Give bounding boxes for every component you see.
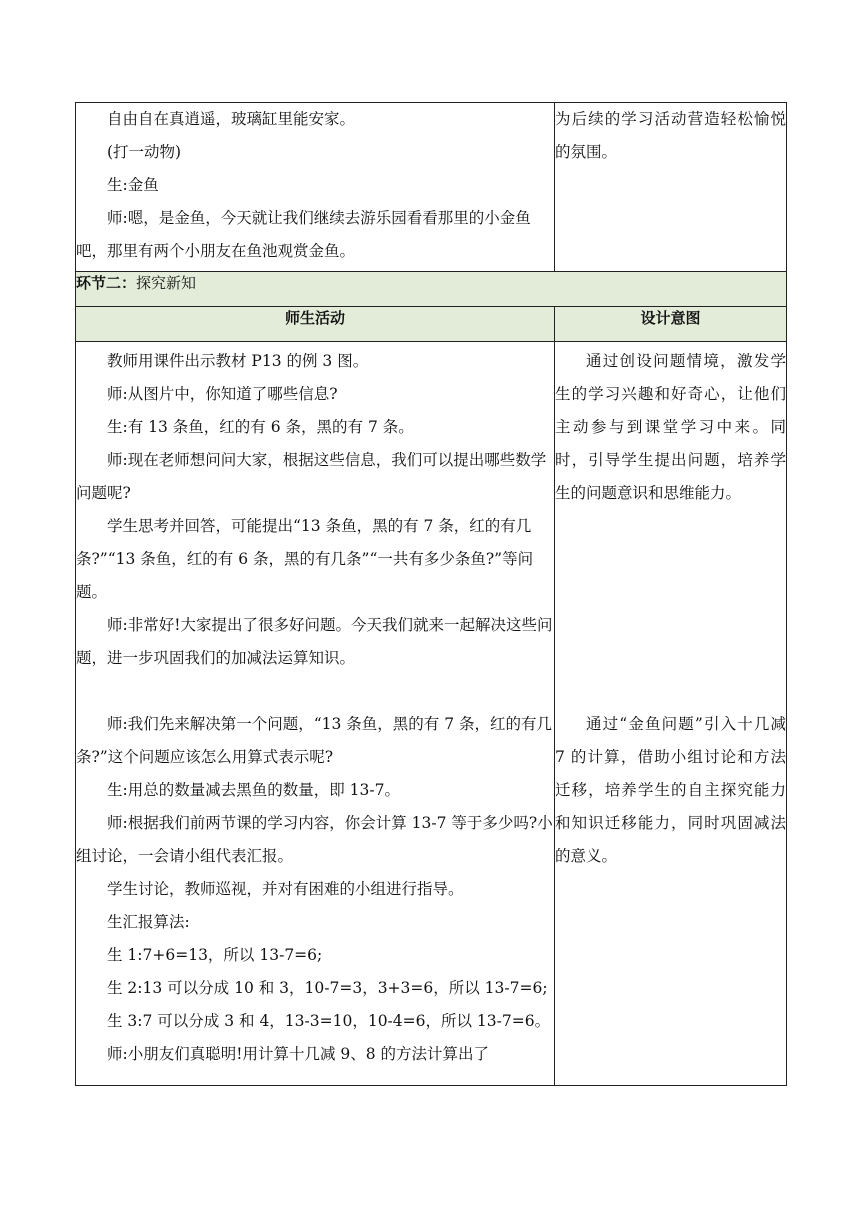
paragraph: 生 3:7 可以分成 3 和 4，13-3=10，10-4=6，所以 13-7=6。 xyxy=(107,1012,551,1030)
paragraph: 学生思考并回答，可能提出“13 条鱼，黑的有 7 条，红的有几条?”“13 条鱼，红的有 6 条，黑的有几条”“一共有多少条鱼?”等问题。 xyxy=(76,517,534,601)
paragraph: 师:从图片中，你知道了哪些信息? xyxy=(107,385,338,403)
column-header-row xyxy=(76,307,787,342)
paragraph: 生 1:7+6=13，所以 13-7=6; xyxy=(107,946,323,964)
table-row xyxy=(76,103,787,272)
column-header: 师生活动 xyxy=(76,307,555,342)
section-title: 探究新知 xyxy=(136,274,197,292)
paragraph: 生:有 13 条鱼，红的有 6 条，黑的有 7 条。 xyxy=(107,418,414,436)
lesson-plan-table xyxy=(75,102,787,1086)
section-tag: 环节二： xyxy=(76,274,137,292)
paragraph: 师:嗯，是金鱼，今天就让我们继续去游乐园看看那里的小金鱼吧，那里有两个小朋友在鱼池观赏金鱼。 xyxy=(76,209,531,260)
paragraph: 师:小朋友们真聪明!用计算十几减 9、8 的方法计算出了 xyxy=(107,1045,490,1063)
table-row xyxy=(76,342,787,1086)
paragraph: 自由自在真逍遥，玻璃缸里能安家。 xyxy=(107,110,356,128)
section-heading xyxy=(76,272,787,307)
paragraph: 生汇报算法: xyxy=(107,913,190,931)
design-intent-cell xyxy=(555,103,787,272)
paragraph: 学生讨论，教师巡视，并对有困难的小组进行指导。 xyxy=(107,880,464,898)
paragraph: 生 2:13 可以分成 10 和 3，10-7=3，3+3=6，所以 13-7=6; xyxy=(107,979,548,997)
column-header: 设计意图 xyxy=(555,307,787,342)
paragraph: 师:现在老师想问问大家，根据这些信息，我们可以提出哪些数学问题呢? xyxy=(76,451,547,502)
paragraph: 为后续的学习活动营造轻松愉悦的氛围。 xyxy=(555,110,786,161)
section-row xyxy=(76,272,787,307)
paragraph: 生:金鱼 xyxy=(107,176,159,194)
paragraph: (打一动物) xyxy=(107,143,182,161)
paragraph: 师:根据我们前两节课的学习内容，你会计算 13-7 等于多少吗?小组讨论，一会请小组代表汇报。 xyxy=(76,814,553,865)
paragraph: 生:用总的数量减去黑鱼的数量，即 13-7。 xyxy=(107,781,400,799)
blank-line xyxy=(76,675,554,708)
paragraph: 通过创设问题情境，激发学生的学习兴趣和好奇心，让他们主动参与到课堂学习中来。同时，引导学生提出问题，培养学生的问题意识和思维能力。 xyxy=(555,352,786,502)
paragraph: 通过“金鱼问题”引入十几减 7 的计算，借助小组讨论和方法迁移，培养学生的自主探究能力和知识迁移能力，同时巩固减法的意义。 xyxy=(555,715,786,865)
teacher-student-activity-cell xyxy=(76,103,555,272)
paragraph: 师:我们先来解决第一个问题，“13 条鱼，黑的有 7 条，红的有几条?”这个问题应该怎么用算式表示呢? xyxy=(76,715,553,766)
design-intent-cell xyxy=(555,342,787,1086)
paragraph: 教师用课件出示教材 P13 的例 3 图。 xyxy=(107,352,369,370)
teacher-student-activity-cell xyxy=(76,342,555,1086)
paragraph: 师:非常好!大家提出了很多好问题。今天我们就来一起解决这些问题，进一步巩固我们的加减法运算知识。 xyxy=(76,616,553,667)
